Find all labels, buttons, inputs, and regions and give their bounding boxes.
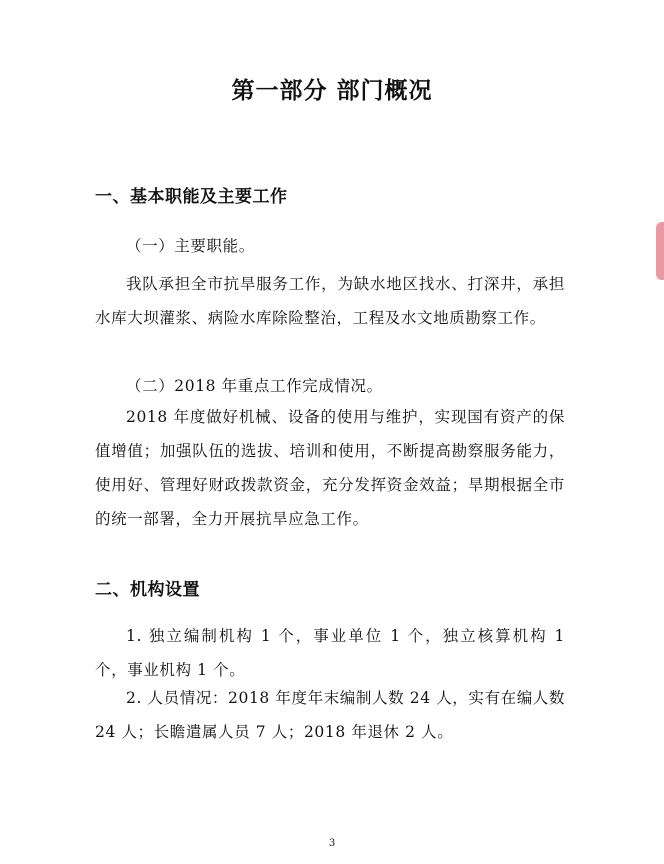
list-item-organization-count: 1. 独立编制机构 1 个，事业单位 1 个，独立核算机构 1 个，事业机构 1 个。 [95, 627, 565, 679]
list-item-staff-status: 2. 人员情况：2018 年度年末编制人数 24 人，实有在编人数 24 人；长瞻遣属人员 7 人；2018 年退休 2 人。 [95, 689, 565, 741]
paragraph-2018-work: 2018 年度做好机械、设备的使用与维护，实现国有资产的保值增值；加强队伍的选拔、培训和使用，不断提高勘察服务能力，使用好、管理好财政拨款资金，充分发挥资金效益；旱期根据全市的统一部署，全力开展抗旱应急工作。 [95, 408, 565, 528]
page-number: 3 [328, 838, 336, 849]
red-seal-edge [656, 222, 664, 280]
page-title: 第一部分 部门概况 [231, 78, 433, 104]
section-heading-organization: 二、机构设置 [95, 580, 200, 600]
section-heading-basic-functions: 一、基本职能及主要工作 [95, 187, 288, 207]
subheading-main-functions: （一）主要职能。 [126, 237, 255, 255]
paragraph-main-functions: 我队承担全市抗旱服务工作，为缺水地区找水、打深井，承担水库大坝灌浆、病险水库除险整治，工程及水文地质勘察工作。 [95, 275, 565, 327]
subheading-2018-work: （二）2018 年重点工作完成情况。 [126, 377, 383, 395]
